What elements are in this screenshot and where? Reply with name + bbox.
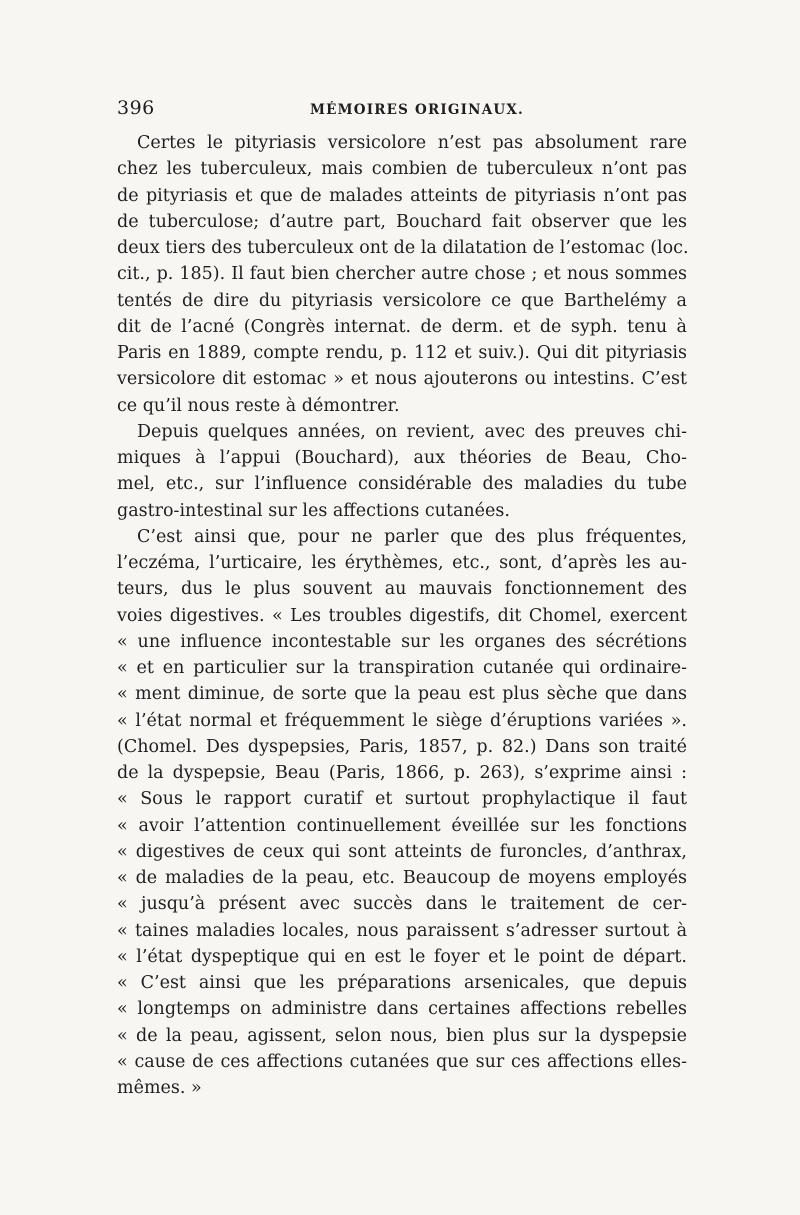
text-line: miques à l’appui (Bouchard), aux théories de Beau, Cho- xyxy=(117,448,687,468)
text-line: Certes le pityriasis versicolore n’est pas absolument rare xyxy=(137,133,687,153)
text-line: voies digestives. « Les troubles digestifs, dit Chomel, exercent xyxy=(117,605,687,626)
text-line: Depuis quelques années, on revient, avec des preuves chi- xyxy=(137,421,687,442)
text-line: dit de l’acné (Congrès internat. de derm. et de syph. tenu à xyxy=(117,316,687,337)
text-line: de pityriasis et que de malades atteints de pityriasis n’ont pas xyxy=(117,185,687,206)
text-line: cit., p. 185). Il faut bien chercher autre chose ; et nous sommes xyxy=(117,264,687,285)
text-line: gastro-intestinal sur les affections cutanées. xyxy=(117,500,510,521)
text-line: teurs, dus le plus souvent au mauvais fonctionnement des xyxy=(117,579,687,600)
text-line: « une influence incontestable sur les organes des sécrétions xyxy=(117,631,687,652)
text-line: « avoir l’attention continuellement éveillée sur les fonctions xyxy=(117,815,687,836)
text-line: versicolore dit estomac » et nous ajouterons ou intestins. C’est xyxy=(117,369,687,390)
text-line: « cause de ces affections cutanées que sur ces affections elles- xyxy=(117,1051,687,1072)
text-line: mel, etc., sur l’influence considérable des maladies du tube xyxy=(117,474,687,495)
text-line: de la dyspepsie, Beau (Paris, 1866, p. 263), s’exprime ainsi : xyxy=(117,763,687,783)
running-title: MÉMOIRES ORIGINAUX. xyxy=(310,102,524,118)
text-line: « l’état normal et fréquemment le siège d’éruptions variées ». xyxy=(117,710,687,731)
text-line: « de la peau, agissent, selon nous, bien plus sur la dyspepsie xyxy=(117,1025,687,1046)
text-line: mêmes. » xyxy=(117,1078,202,1098)
text-line: « Sous le rapport curatif et surtout prophylactique il faut xyxy=(117,789,687,810)
text-line: C’est ainsi que, pour ne parler que des plus fréquentes, xyxy=(137,526,687,547)
text-line: de tuberculose; d’autre part, Bouchard fait observer que les xyxy=(117,211,687,232)
text-line: ce qu’il nous reste à démontrer. xyxy=(117,395,400,416)
text-line: « C’est ainsi que les préparations arsenicales, que depuis xyxy=(117,973,687,993)
text-line: « de maladies de la peau, etc. Beaucoup de moyens employés xyxy=(117,868,687,888)
text-line: deux tiers des tuberculeux ont de la dilatation de l’estomac (loc. xyxy=(117,238,689,258)
text-line: tentés de dire du pityriasis versicolore ce que Barthelémy a xyxy=(117,290,687,311)
page-header xyxy=(117,97,687,121)
text-line: « jusqu’à présent avec succès dans le traitement de cer- xyxy=(117,894,687,915)
text-line: « et en particulier sur la transpiration cutanée qui ordinaire- xyxy=(117,658,687,678)
text-line: chez les tuberculeux, mais combien de tuberculeux n’ont pas xyxy=(117,159,687,180)
text-line: (Chomel. Des dyspepsies, Paris, 1857, p. 82.) Dans son traité xyxy=(117,736,687,757)
text-line: Paris en 1889, compte rendu, p. 112 et suiv.). Qui dit pityriasis xyxy=(117,343,687,363)
body-text xyxy=(117,130,687,1101)
text-line: « longtemps on administre dans certaines affections rebelles xyxy=(117,999,687,1020)
text-line: « digestives de ceux qui sont atteints de furoncles, d’anthrax, xyxy=(117,841,687,862)
text-line: l’eczéma, l’urticaire, les érythèmes, etc., sont, d’après les au- xyxy=(117,553,687,573)
text-line: « l’état dyspeptique qui en est le foyer et le point de départ. xyxy=(117,946,687,967)
page-number: 396 xyxy=(117,97,155,119)
text-line: « ment diminue, de sorte que la peau est plus sèche que dans xyxy=(117,684,687,705)
text-line: « taines maladies locales, nous paraissent s’adresser surtout à xyxy=(117,920,687,941)
